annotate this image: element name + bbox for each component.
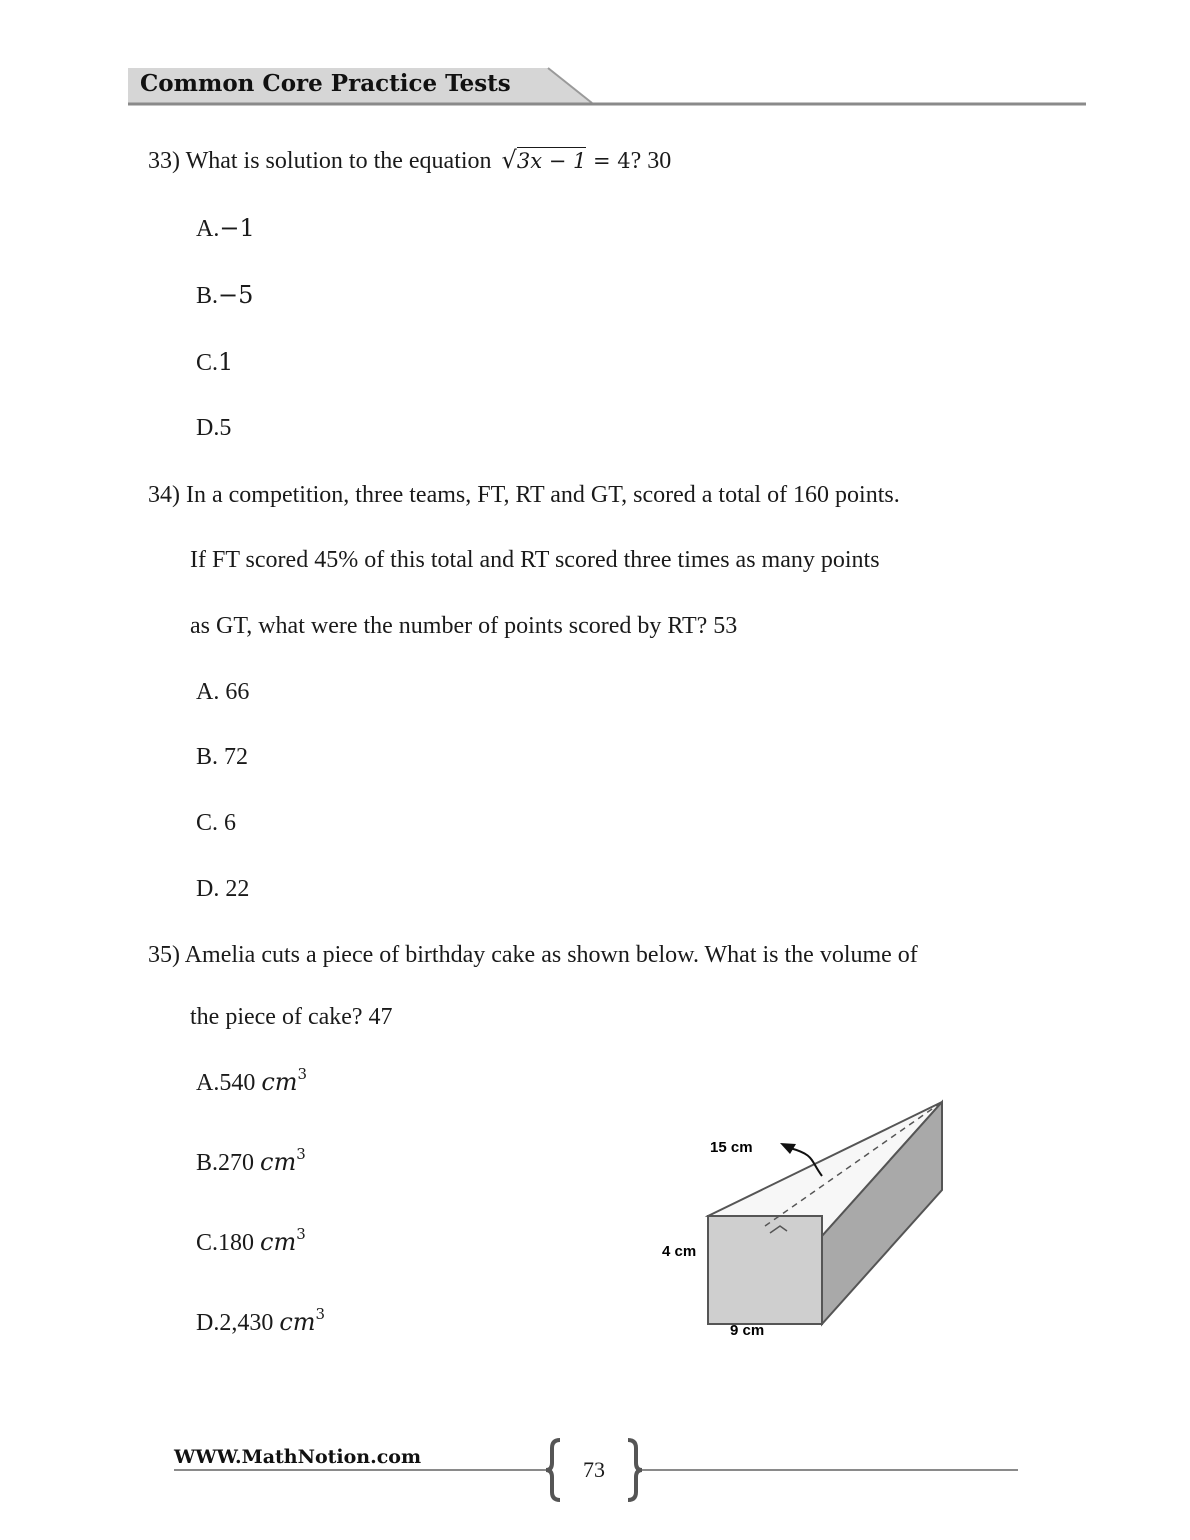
question-35-line-1	[148, 942, 918, 969]
option-exponent: 3	[315, 1305, 326, 1323]
option-value: 66	[225, 679, 250, 705]
option-value: 22	[225, 876, 250, 902]
question-35-number: 35)	[148, 942, 180, 968]
option-exponent: 3	[297, 1065, 308, 1083]
question-34-number: 34)	[148, 482, 180, 508]
question-33-suffix: ? 30	[630, 148, 672, 174]
question-33-number: 33)	[148, 148, 180, 174]
option-unit: cm	[261, 1068, 298, 1096]
option-value: 180	[218, 1230, 261, 1256]
label-9-cm: 9 cm	[730, 1322, 765, 1339]
q33-option-c[interactable]	[196, 348, 233, 377]
option-letter: D.	[196, 1310, 220, 1336]
option-unit: cm	[279, 1308, 316, 1336]
option-letter: C.	[196, 350, 219, 376]
option-letter: A.	[196, 216, 220, 242]
option-value: 72	[224, 744, 249, 770]
q34-option-d[interactable]	[196, 876, 249, 903]
option-value: −5	[218, 281, 254, 309]
sqrt-sign: √	[501, 146, 517, 174]
option-value: 5	[219, 415, 232, 441]
question-35-text: Amelia cuts a piece of birthday cake as shown below. What is the volume of	[184, 942, 918, 968]
option-value: 270	[218, 1150, 261, 1176]
label-15-cm: 15 cm	[710, 1139, 753, 1156]
q33-option-a[interactable]	[196, 214, 255, 243]
question-35-line-2: the piece of cake? 47	[190, 1004, 393, 1030]
cake-slice-figure	[640, 1090, 960, 1350]
label-4-cm: 4 cm	[662, 1243, 697, 1260]
sqrt-equation	[502, 146, 631, 175]
page-number: 73	[583, 1457, 605, 1482]
q34-option-c[interactable]	[196, 810, 236, 837]
option-letter: D.	[196, 876, 220, 902]
option-exponent: 3	[296, 1225, 306, 1243]
option-letter: B.	[196, 1150, 219, 1176]
question-34-line-2: If FT scored 45% of this total and RT scored three times as many points	[190, 547, 880, 573]
option-unit: cm	[260, 1148, 297, 1176]
q35-option-c[interactable]	[196, 1225, 306, 1257]
option-letter: C.	[196, 810, 219, 836]
question-34-line-1	[148, 482, 900, 509]
q34-option-a[interactable]	[196, 679, 249, 706]
q33-option-b[interactable]	[196, 281, 253, 310]
option-letter: A.	[196, 679, 220, 705]
question-33	[148, 146, 671, 175]
option-value: −1	[219, 214, 255, 242]
cake-front-face	[708, 1216, 822, 1324]
option-letter: B.	[196, 744, 219, 770]
q33-option-d[interactable]	[196, 415, 231, 442]
q34-option-b[interactable]	[196, 744, 248, 771]
option-letter: C.	[196, 1230, 219, 1256]
option-exponent: 3	[296, 1145, 306, 1163]
q35-option-d[interactable]	[196, 1305, 326, 1337]
option-letter: A.	[196, 1070, 220, 1096]
header-title: Common Core Practice Tests	[140, 70, 511, 97]
option-value: 540	[219, 1070, 262, 1096]
option-unit: cm	[260, 1228, 297, 1256]
question-33-text: What is solution to the equation	[185, 148, 492, 174]
question-34-text: In a competition, three teams, FT, RT and GT, scored a total of 160 points.	[186, 482, 900, 508]
option-letter: D.	[196, 415, 220, 441]
option-letter: B.	[196, 283, 219, 309]
question-34-line-3: as GT, what were the number of points scored by RT? 53	[190, 613, 738, 639]
header-banner	[0, 0, 1190, 120]
right-bracket	[628, 1440, 642, 1500]
left-bracket	[546, 1440, 560, 1500]
equation-rhs: = 4	[586, 149, 631, 173]
sqrt-radicand: 3x − 1	[516, 149, 587, 173]
option-value: 2,430	[219, 1310, 280, 1336]
q35-option-b[interactable]	[196, 1145, 306, 1177]
option-value: 6	[224, 810, 237, 836]
q35-option-a[interactable]	[196, 1065, 308, 1097]
footer-site: WWW.MathNotion.com	[174, 1446, 422, 1468]
option-value: 1	[218, 348, 234, 376]
